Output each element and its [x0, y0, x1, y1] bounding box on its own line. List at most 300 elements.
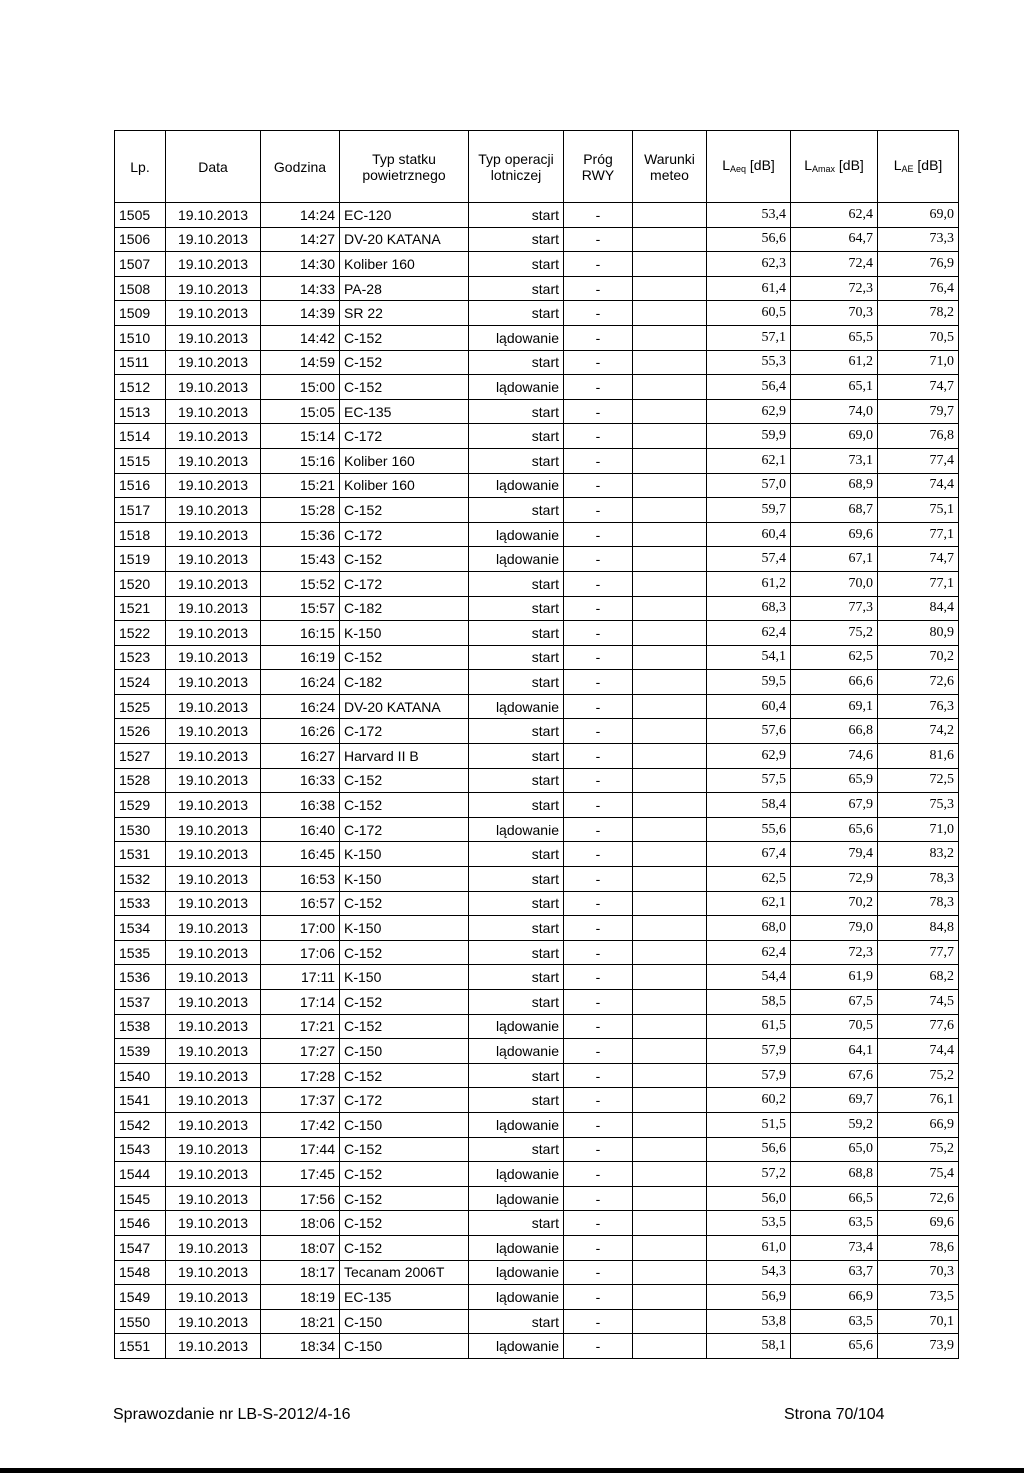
cell-weather	[633, 399, 707, 424]
cell-laeq: 68,3	[707, 596, 791, 621]
cell-lp: 1533	[115, 891, 166, 916]
cell-weather	[633, 1285, 707, 1310]
cell-lamax: 70,0	[791, 571, 878, 596]
table-row	[115, 1285, 959, 1310]
cell-date: 19.10.2013	[166, 1211, 261, 1236]
cell-runway-threshold: -	[564, 1014, 633, 1039]
cell-weather	[633, 571, 707, 596]
cell-weather	[633, 448, 707, 473]
cell-operation-type: lądowanie	[469, 1334, 564, 1359]
cell-time: 18:06	[261, 1211, 340, 1236]
cell-runway-threshold: -	[564, 1063, 633, 1088]
cell-lp: 1523	[115, 645, 166, 670]
cell-runway-threshold: -	[564, 867, 633, 892]
cell-lp: 1529	[115, 793, 166, 818]
cell-aircraft-type: C-152	[340, 1063, 469, 1088]
cell-aircraft-type: C-150	[340, 1112, 469, 1137]
cell-date: 19.10.2013	[166, 1063, 261, 1088]
cell-lp: 1536	[115, 965, 166, 990]
cell-laeq: 56,6	[707, 227, 791, 252]
cell-aircraft-type: C-152	[340, 768, 469, 793]
cell-operation-type: start	[469, 276, 564, 301]
cell-runway-threshold: -	[564, 1260, 633, 1285]
cell-aircraft-type: C-150	[340, 1334, 469, 1359]
cell-runway-threshold: -	[564, 596, 633, 621]
cell-aircraft-type: C-172	[340, 571, 469, 596]
cell-lae: 74,7	[878, 375, 959, 400]
cell-lae: 70,3	[878, 1260, 959, 1285]
cell-laeq: 51,5	[707, 1112, 791, 1137]
cell-laeq: 56,6	[707, 1137, 791, 1162]
cell-lae: 76,1	[878, 1088, 959, 1113]
cell-runway-threshold: -	[564, 1088, 633, 1113]
cell-laeq: 59,7	[707, 498, 791, 523]
cell-lp: 1542	[115, 1112, 166, 1137]
header-prog: Próg RWY	[564, 131, 633, 203]
cell-runway-threshold: -	[564, 399, 633, 424]
cell-runway-threshold: -	[564, 793, 633, 818]
cell-lae: 76,9	[878, 252, 959, 277]
cell-laeq: 61,2	[707, 571, 791, 596]
cell-time: 18:34	[261, 1334, 340, 1359]
cell-lamax: 63,5	[791, 1309, 878, 1334]
table-row	[115, 498, 959, 523]
cell-runway-threshold: -	[564, 621, 633, 646]
cell-weather	[633, 1186, 707, 1211]
cell-laeq: 56,4	[707, 375, 791, 400]
cell-aircraft-type: C-172	[340, 522, 469, 547]
cell-operation-type: start	[469, 1137, 564, 1162]
table-row	[115, 694, 959, 719]
cell-operation-type: start	[469, 645, 564, 670]
cell-weather	[633, 1088, 707, 1113]
cell-laeq: 67,4	[707, 842, 791, 867]
cell-laeq: 54,1	[707, 645, 791, 670]
cell-laeq: 56,9	[707, 1285, 791, 1310]
cell-laeq: 57,4	[707, 547, 791, 572]
cell-weather	[633, 793, 707, 818]
cell-operation-type: start	[469, 498, 564, 523]
cell-lamax: 68,8	[791, 1162, 878, 1187]
cell-runway-threshold: -	[564, 1112, 633, 1137]
table-row	[115, 424, 959, 449]
cell-weather	[633, 694, 707, 719]
cell-operation-type: start	[469, 621, 564, 646]
cell-lp: 1508	[115, 276, 166, 301]
cell-operation-type: start	[469, 203, 564, 228]
cell-weather	[633, 375, 707, 400]
cell-date: 19.10.2013	[166, 375, 261, 400]
cell-lamax: 65,9	[791, 768, 878, 793]
cell-date: 19.10.2013	[166, 1137, 261, 1162]
cell-lae: 72,5	[878, 768, 959, 793]
table-row	[115, 227, 959, 252]
cell-operation-type: start	[469, 1088, 564, 1113]
cell-laeq: 57,1	[707, 325, 791, 350]
cell-laeq: 57,2	[707, 1162, 791, 1187]
cell-laeq: 53,8	[707, 1309, 791, 1334]
cell-lp: 1512	[115, 375, 166, 400]
table-row	[115, 768, 959, 793]
cell-weather	[633, 891, 707, 916]
cell-date: 19.10.2013	[166, 990, 261, 1015]
cell-runway-threshold: -	[564, 916, 633, 941]
cell-aircraft-type: Tecanam 2006T	[340, 1260, 469, 1285]
table-row	[115, 1235, 959, 1260]
cell-date: 19.10.2013	[166, 1309, 261, 1334]
cell-date: 19.10.2013	[166, 817, 261, 842]
cell-lamax: 65,6	[791, 817, 878, 842]
cell-lae: 68,2	[878, 965, 959, 990]
cell-laeq: 57,5	[707, 768, 791, 793]
cell-lae: 74,7	[878, 547, 959, 572]
cell-date: 19.10.2013	[166, 1112, 261, 1137]
table-row	[115, 1260, 959, 1285]
cell-lp: 1548	[115, 1260, 166, 1285]
measurement-table	[114, 130, 959, 1359]
cell-date: 19.10.2013	[166, 916, 261, 941]
cell-lamax: 70,3	[791, 301, 878, 326]
cell-date: 19.10.2013	[166, 276, 261, 301]
cell-time: 15:21	[261, 473, 340, 498]
cell-lamax: 69,0	[791, 424, 878, 449]
cell-aircraft-type: K-150	[340, 621, 469, 646]
cell-date: 19.10.2013	[166, 203, 261, 228]
cell-lp: 1520	[115, 571, 166, 596]
table-row	[115, 1162, 959, 1187]
cell-lae: 78,3	[878, 891, 959, 916]
cell-aircraft-type: C-172	[340, 817, 469, 842]
cell-time: 17:42	[261, 1112, 340, 1137]
cell-lamax: 72,4	[791, 252, 878, 277]
report-number: Sprawozdanie nr LB-S-2012/4-16	[113, 1406, 351, 1423]
cell-runway-threshold: -	[564, 301, 633, 326]
cell-lp: 1527	[115, 744, 166, 769]
cell-date: 19.10.2013	[166, 768, 261, 793]
cell-runway-threshold: -	[564, 842, 633, 867]
cell-runway-threshold: -	[564, 227, 633, 252]
table-row	[115, 867, 959, 892]
cell-date: 19.10.2013	[166, 473, 261, 498]
cell-lamax: 67,6	[791, 1063, 878, 1088]
table-row	[115, 621, 959, 646]
cell-lp: 1546	[115, 1211, 166, 1236]
cell-operation-type: lądowanie	[469, 1162, 564, 1187]
cell-weather	[633, 1334, 707, 1359]
table-row	[115, 522, 959, 547]
cell-time: 17:45	[261, 1162, 340, 1187]
cell-time: 15:00	[261, 375, 340, 400]
cell-runway-threshold: -	[564, 1039, 633, 1064]
cell-laeq: 61,5	[707, 1014, 791, 1039]
cell-time: 15:14	[261, 424, 340, 449]
cell-lamax: 66,9	[791, 1285, 878, 1310]
cell-aircraft-type: EC-135	[340, 1285, 469, 1310]
table-row	[115, 1088, 959, 1113]
header-typ-statku: Typ statku powietrznego	[340, 131, 469, 203]
cell-aircraft-type: K-150	[340, 867, 469, 892]
cell-lamax: 64,7	[791, 227, 878, 252]
cell-lae: 74,4	[878, 1039, 959, 1064]
cell-laeq: 57,9	[707, 1063, 791, 1088]
cell-time: 15:43	[261, 547, 340, 572]
cell-lp: 1545	[115, 1186, 166, 1211]
cell-weather	[633, 817, 707, 842]
cell-lamax: 73,4	[791, 1235, 878, 1260]
cell-weather	[633, 842, 707, 867]
cell-lp: 1544	[115, 1162, 166, 1187]
cell-lp: 1530	[115, 817, 166, 842]
cell-laeq: 68,0	[707, 916, 791, 941]
table-row	[115, 817, 959, 842]
cell-operation-type: lądowanie	[469, 325, 564, 350]
cell-lae: 69,6	[878, 1211, 959, 1236]
cell-aircraft-type: C-152	[340, 325, 469, 350]
cell-lp: 1551	[115, 1334, 166, 1359]
cell-operation-type: start	[469, 965, 564, 990]
cell-lp: 1525	[115, 694, 166, 719]
cell-laeq: 56,0	[707, 1186, 791, 1211]
cell-lp: 1513	[115, 399, 166, 424]
table-header	[115, 131, 959, 203]
cell-lamax: 66,6	[791, 670, 878, 695]
table-row	[115, 1186, 959, 1211]
cell-time: 18:07	[261, 1235, 340, 1260]
cell-time: 15:05	[261, 399, 340, 424]
cell-runway-threshold: -	[564, 448, 633, 473]
cell-aircraft-type: C-152	[340, 793, 469, 818]
cell-operation-type: start	[469, 768, 564, 793]
cell-date: 19.10.2013	[166, 621, 261, 646]
cell-runway-threshold: -	[564, 768, 633, 793]
cell-aircraft-type: K-150	[340, 965, 469, 990]
cell-runway-threshold: -	[564, 547, 633, 572]
cell-operation-type: start	[469, 793, 564, 818]
cell-aircraft-type: C-152	[340, 1235, 469, 1260]
cell-date: 19.10.2013	[166, 350, 261, 375]
cell-weather	[633, 1162, 707, 1187]
cell-time: 14:30	[261, 252, 340, 277]
cell-date: 19.10.2013	[166, 1162, 261, 1187]
cell-lae: 75,2	[878, 1137, 959, 1162]
cell-lamax: 75,2	[791, 621, 878, 646]
cell-lae: 73,3	[878, 227, 959, 252]
cell-date: 19.10.2013	[166, 1334, 261, 1359]
cell-aircraft-type: C-172	[340, 1088, 469, 1113]
cell-lp: 1531	[115, 842, 166, 867]
cell-time: 14:27	[261, 227, 340, 252]
cell-aircraft-type: C-152	[340, 990, 469, 1015]
table-row	[115, 670, 959, 695]
cell-lamax: 64,1	[791, 1039, 878, 1064]
cell-date: 19.10.2013	[166, 719, 261, 744]
cell-lp: 1534	[115, 916, 166, 941]
cell-lae: 78,2	[878, 301, 959, 326]
cell-aircraft-type: C-172	[340, 719, 469, 744]
cell-time: 18:21	[261, 1309, 340, 1334]
table-row	[115, 571, 959, 596]
cell-runway-threshold: -	[564, 325, 633, 350]
cell-runway-threshold: -	[564, 645, 633, 670]
cell-lae: 77,1	[878, 522, 959, 547]
table-row	[115, 252, 959, 277]
cell-operation-type: start	[469, 891, 564, 916]
header-typ-operacji: Typ operacji lotniczej	[469, 131, 564, 203]
cell-lp: 1514	[115, 424, 166, 449]
cell-time: 16:19	[261, 645, 340, 670]
header-laeq: $L_{Aeq}$ [dB]	[707, 131, 791, 203]
header-lamax: $L_{Amax}$ [dB]	[791, 131, 878, 203]
cell-laeq: 60,4	[707, 522, 791, 547]
cell-lamax: 65,1	[791, 375, 878, 400]
cell-lae: 84,8	[878, 916, 959, 941]
cell-weather	[633, 498, 707, 523]
cell-date: 19.10.2013	[166, 301, 261, 326]
cell-aircraft-type: K-150	[340, 916, 469, 941]
cell-runway-threshold: -	[564, 375, 633, 400]
table-row	[115, 1039, 959, 1064]
cell-operation-type: start	[469, 990, 564, 1015]
table-row	[115, 276, 959, 301]
cell-laeq: 62,9	[707, 399, 791, 424]
table-row	[115, 399, 959, 424]
cell-runway-threshold: -	[564, 817, 633, 842]
cell-operation-type: lądowanie	[469, 473, 564, 498]
cell-laeq: 55,6	[707, 817, 791, 842]
cell-weather	[633, 1211, 707, 1236]
cell-operation-type: start	[469, 940, 564, 965]
cell-operation-type: start	[469, 350, 564, 375]
cell-date: 19.10.2013	[166, 571, 261, 596]
cell-time: 17:00	[261, 916, 340, 941]
cell-lae: 78,3	[878, 867, 959, 892]
cell-time: 16:27	[261, 744, 340, 769]
cell-lae: 73,9	[878, 1334, 959, 1359]
cell-weather	[633, 596, 707, 621]
table-row	[115, 744, 959, 769]
cell-laeq: 54,3	[707, 1260, 791, 1285]
cell-lae: 83,2	[878, 842, 959, 867]
cell-lp: 1521	[115, 596, 166, 621]
cell-operation-type: start	[469, 571, 564, 596]
cell-lamax: 66,5	[791, 1186, 878, 1211]
cell-time: 17:11	[261, 965, 340, 990]
cell-laeq: 62,9	[707, 744, 791, 769]
cell-laeq: 61,4	[707, 276, 791, 301]
table-row	[115, 547, 959, 572]
cell-lae: 75,4	[878, 1162, 959, 1187]
cell-weather	[633, 1137, 707, 1162]
cell-weather	[633, 203, 707, 228]
cell-time: 16:15	[261, 621, 340, 646]
cell-lae: 70,5	[878, 325, 959, 350]
cell-lae: 70,2	[878, 645, 959, 670]
cell-laeq: 62,1	[707, 448, 791, 473]
cell-laeq: 62,3	[707, 252, 791, 277]
cell-weather	[633, 252, 707, 277]
cell-time: 17:21	[261, 1014, 340, 1039]
cell-date: 19.10.2013	[166, 1039, 261, 1064]
cell-weather	[633, 1235, 707, 1260]
cell-date: 19.10.2013	[166, 744, 261, 769]
cell-aircraft-type: C-152	[340, 350, 469, 375]
cell-operation-type: start	[469, 1309, 564, 1334]
cell-operation-type: lądowanie	[469, 1235, 564, 1260]
cell-date: 19.10.2013	[166, 252, 261, 277]
cell-lae: 76,4	[878, 276, 959, 301]
cell-laeq: 57,9	[707, 1039, 791, 1064]
cell-runway-threshold: -	[564, 670, 633, 695]
cell-laeq: 61,0	[707, 1235, 791, 1260]
cell-time: 16:40	[261, 817, 340, 842]
cell-time: 17:28	[261, 1063, 340, 1088]
cell-laeq: 62,1	[707, 891, 791, 916]
cell-lp: 1547	[115, 1235, 166, 1260]
cell-operation-type: lądowanie	[469, 375, 564, 400]
cell-aircraft-type: EC-120	[340, 203, 469, 228]
cell-weather	[633, 645, 707, 670]
cell-lp: 1528	[115, 768, 166, 793]
table-body	[115, 203, 959, 1359]
table-row	[115, 473, 959, 498]
cell-operation-type: start	[469, 1211, 564, 1236]
table-row	[115, 842, 959, 867]
cell-lamax: 62,4	[791, 203, 878, 228]
cell-weather	[633, 547, 707, 572]
cell-lae: 72,6	[878, 1186, 959, 1211]
cell-date: 19.10.2013	[166, 645, 261, 670]
cell-lp: 1507	[115, 252, 166, 277]
cell-date: 19.10.2013	[166, 694, 261, 719]
cell-lae: 71,0	[878, 350, 959, 375]
cell-weather	[633, 350, 707, 375]
cell-weather	[633, 301, 707, 326]
cell-laeq: 58,5	[707, 990, 791, 1015]
cell-weather	[633, 1063, 707, 1088]
cell-date: 19.10.2013	[166, 1014, 261, 1039]
cell-runway-threshold: -	[564, 940, 633, 965]
cell-lamax: 63,7	[791, 1260, 878, 1285]
cell-runway-threshold: -	[564, 276, 633, 301]
table-row	[115, 1063, 959, 1088]
cell-lp: 1509	[115, 301, 166, 326]
cell-aircraft-type: Koliber 160	[340, 448, 469, 473]
cell-aircraft-type: C-150	[340, 1309, 469, 1334]
cell-lamax: 79,4	[791, 842, 878, 867]
cell-runway-threshold: -	[564, 571, 633, 596]
table-row	[115, 350, 959, 375]
cell-lamax: 72,9	[791, 867, 878, 892]
cell-weather	[633, 1112, 707, 1137]
cell-lp: 1517	[115, 498, 166, 523]
cell-runway-threshold: -	[564, 424, 633, 449]
cell-lamax: 68,9	[791, 473, 878, 498]
table-row	[115, 940, 959, 965]
cell-lae: 81,6	[878, 744, 959, 769]
footer-rule	[0, 1468, 1024, 1473]
cell-time: 14:59	[261, 350, 340, 375]
cell-operation-type: lądowanie	[469, 1260, 564, 1285]
cell-laeq: 62,4	[707, 940, 791, 965]
cell-weather	[633, 621, 707, 646]
cell-lae: 75,1	[878, 498, 959, 523]
cell-operation-type: start	[469, 252, 564, 277]
cell-lamax: 70,2	[791, 891, 878, 916]
cell-weather	[633, 1309, 707, 1334]
cell-operation-type: start	[469, 719, 564, 744]
cell-runway-threshold: -	[564, 891, 633, 916]
cell-time: 16:53	[261, 867, 340, 892]
